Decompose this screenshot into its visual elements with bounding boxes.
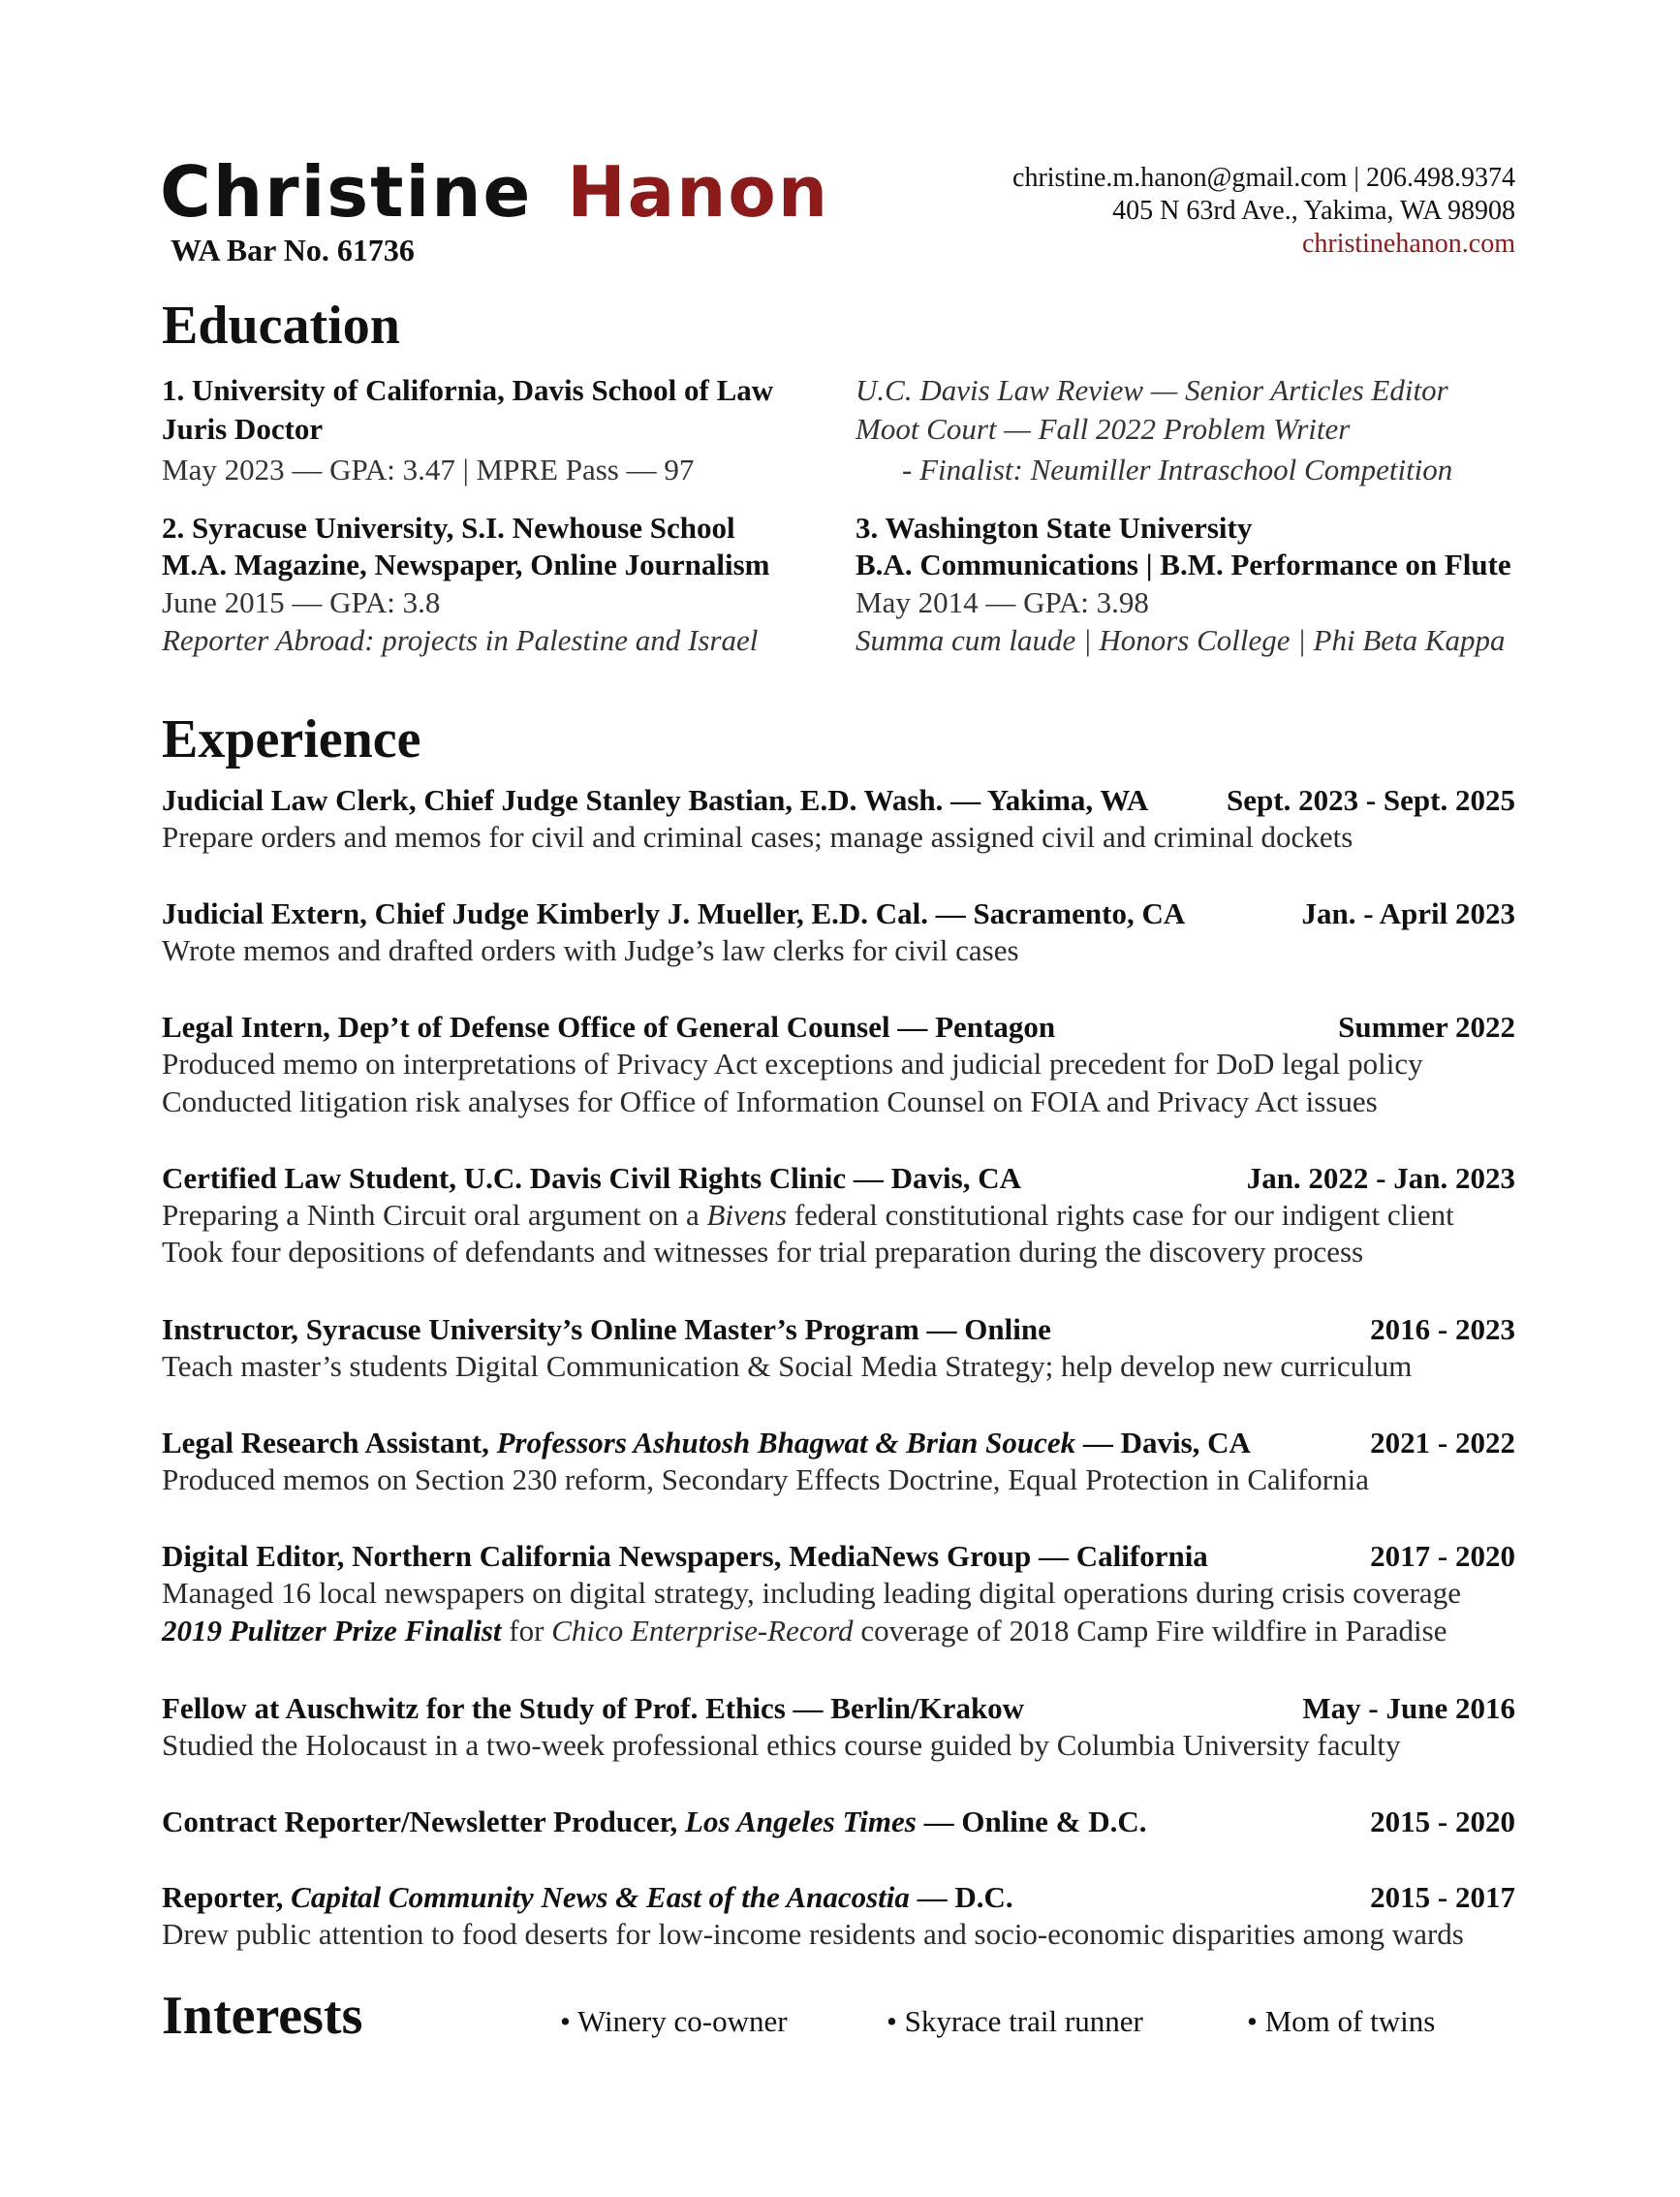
candidate-name — [160, 151, 830, 233]
interest-item: • Skyrace trail runner — [887, 2004, 1143, 2038]
exp-title — [162, 1805, 1147, 1839]
school3-details: May 2014 — GPA: 3.98 — [856, 585, 1149, 619]
exp-title: Instructor, Syracuse University’s Online Master’s Program — Online — [162, 1312, 1051, 1346]
exp-date: 2021 - 2022 — [1370, 1426, 1515, 1459]
exp-desc — [162, 1198, 1454, 1233]
experience-heading: Experience — [162, 709, 421, 769]
school1-details: May 2023 — GPA: 3.47 | MPRE Pass — 97 — [162, 453, 695, 486]
bar-number: WA Bar No. 61736 — [171, 233, 415, 267]
first-name: Christine — [160, 151, 533, 233]
exp-title-text: — Online & D.C. — [916, 1805, 1147, 1838]
pulitzer-award: 2019 Pulitzer Prize Finalist — [162, 1614, 502, 1648]
professors-names: Professors Ashutosh Bhagwat & Brian Soucek — [496, 1426, 1076, 1459]
exp-date: 2015 - 2017 — [1370, 1880, 1515, 1914]
exp-title: Digital Editor, Northern California Newspapers, MediaNews Group — California — [162, 1539, 1208, 1573]
exp-title-text: Legal Research Assistant, — [162, 1426, 497, 1459]
publication-name: Capital Community News & East of the Anacostia — [291, 1880, 910, 1914]
case-name: Bivens — [706, 1198, 788, 1232]
exp-title-text: Reporter, — [162, 1880, 292, 1914]
interests-heading: Interests — [162, 1986, 363, 2046]
exp-title: Fellow at Auschwitz for the Study of Prof. Ethics — Berlin/Krakow — [162, 1691, 1025, 1725]
exp-title-text: Contract Reporter/Newsletter Producer, — [162, 1805, 686, 1838]
exp-desc: Produced memos on Section 230 reform, Secondary Effects Doctrine, Equal Protection in California — [162, 1462, 1369, 1496]
exp-desc: Studied the Holocaust in a two-week professional ethics course guided by Columbia University faculty — [162, 1728, 1401, 1762]
school1-activity1: U.C. Davis Law Review — Senior Articles Editor — [856, 373, 1448, 407]
exp-desc: Drew public attention to food deserts for low-income residents and socio-economic disparities among wards — [162, 1917, 1464, 1951]
exp-desc: Took four depositions of defendants and witnesses for trial preparation during the discovery process — [162, 1235, 1364, 1269]
exp-desc-text: for — [501, 1614, 552, 1648]
exp-title: Certified Law Student, U.C. Davis Civil Rights Clinic — Davis, CA — [162, 1161, 1021, 1195]
exp-desc — [162, 1614, 1447, 1648]
school3-name: 3. Washington State University — [856, 511, 1253, 545]
exp-date: Jan. - April 2023 — [1301, 896, 1515, 930]
exp-title-text: — D.C. — [909, 1880, 1013, 1914]
school1-activity2: Moot Court — Fall 2022 Problem Writer — [856, 412, 1351, 446]
exp-desc: Conducted litigation risk analyses for Office of Information Counsel on FOIA and Privacy Act issues — [162, 1084, 1378, 1118]
exp-desc: Produced memo on interpretations of Privacy Act exceptions and judicial precedent for DoD legal policy — [162, 1047, 1423, 1081]
education-heading: Education — [162, 296, 400, 356]
exp-title — [162, 1426, 1251, 1460]
school1-activity3: - Finalist: Neumiller Intraschool Competition — [902, 453, 1453, 486]
exp-title: Legal Intern, Dep’t of Defense Office of General Counsel — Pentagon — [162, 1010, 1056, 1044]
exp-desc: Wrote memos and drafted orders with Judge’s law clerks for civil cases — [162, 933, 1019, 967]
school2-name: 2. Syracuse University, S.I. Newhouse School — [162, 511, 735, 545]
exp-date: Jan. 2022 - Jan. 2023 — [1246, 1161, 1515, 1195]
exp-date: May - June 2016 — [1302, 1691, 1515, 1725]
exp-title — [162, 1880, 1013, 1915]
school2-note: Reporter Abroad: projects in Palestine and Israel — [162, 623, 759, 657]
school3-degree: B.A. Communications | B.M. Performance on Flute — [856, 548, 1511, 581]
contact-address: 405 N 63rd Ave., Yakima, WA 98908 — [1112, 196, 1515, 226]
contact-website[interactable] — [1302, 229, 1515, 260]
website-link[interactable]: christinehanon.com — [1301, 229, 1515, 259]
exp-title: Judicial Extern, Chief Judge Kimberly J. Mueller, E.D. Cal. — Sacramento, CA — [162, 896, 1186, 930]
interest-item: • Mom of twins — [1247, 2004, 1436, 2038]
exp-desc-text: Preparing a Ninth Circuit oral argument on a — [162, 1198, 707, 1232]
exp-date: 2015 - 2020 — [1370, 1805, 1515, 1838]
exp-date: 2016 - 2023 — [1370, 1312, 1515, 1346]
exp-desc: Managed 16 local newspapers on digital strategy, including leading digital operations during crisis coverage — [162, 1576, 1461, 1610]
interest-item: • Winery co-owner — [560, 2004, 788, 2038]
school2-degree: M.A. Magazine, Newspaper, Online Journalism — [162, 548, 770, 581]
school3-note: Summa cum laude | Honors College | Phi Beta Kappa — [856, 623, 1506, 657]
exp-title-text: — Davis, CA — [1075, 1426, 1251, 1459]
school1-degree: Juris Doctor — [162, 412, 324, 446]
exp-date: 2017 - 2020 — [1370, 1539, 1515, 1573]
school1-name: 1. University of California, Davis School of Law — [162, 373, 774, 407]
exp-desc: Teach master’s students Digital Communication & Social Media Strategy; help develop new curriculum — [162, 1349, 1413, 1383]
contact-email-phone[interactable]: christine.m.hanon@gmail.com | 206.498.9374 — [1012, 163, 1515, 193]
exp-desc: Prepare orders and memos for civil and criminal cases; manage assigned civil and criminal dockets — [162, 820, 1353, 854]
publication-name: Los Angeles Times — [685, 1805, 917, 1838]
exp-title: Judicial Law Clerk, Chief Judge Stanley Bastian, E.D. Wash. — Yakima, WA — [162, 783, 1149, 817]
last-name: Hanon — [567, 151, 830, 233]
exp-desc-text: federal constitutional rights case for our indigent client — [787, 1198, 1454, 1232]
school2-details: June 2015 — GPA: 3.8 — [162, 585, 441, 619]
publication-name: Chico Enterprise-Record — [551, 1614, 854, 1648]
exp-date: Summer 2022 — [1338, 1010, 1515, 1044]
exp-desc-text: coverage of 2018 Camp Fire wildfire in Paradise — [853, 1614, 1447, 1648]
exp-date: Sept. 2023 - Sept. 2025 — [1227, 783, 1515, 817]
